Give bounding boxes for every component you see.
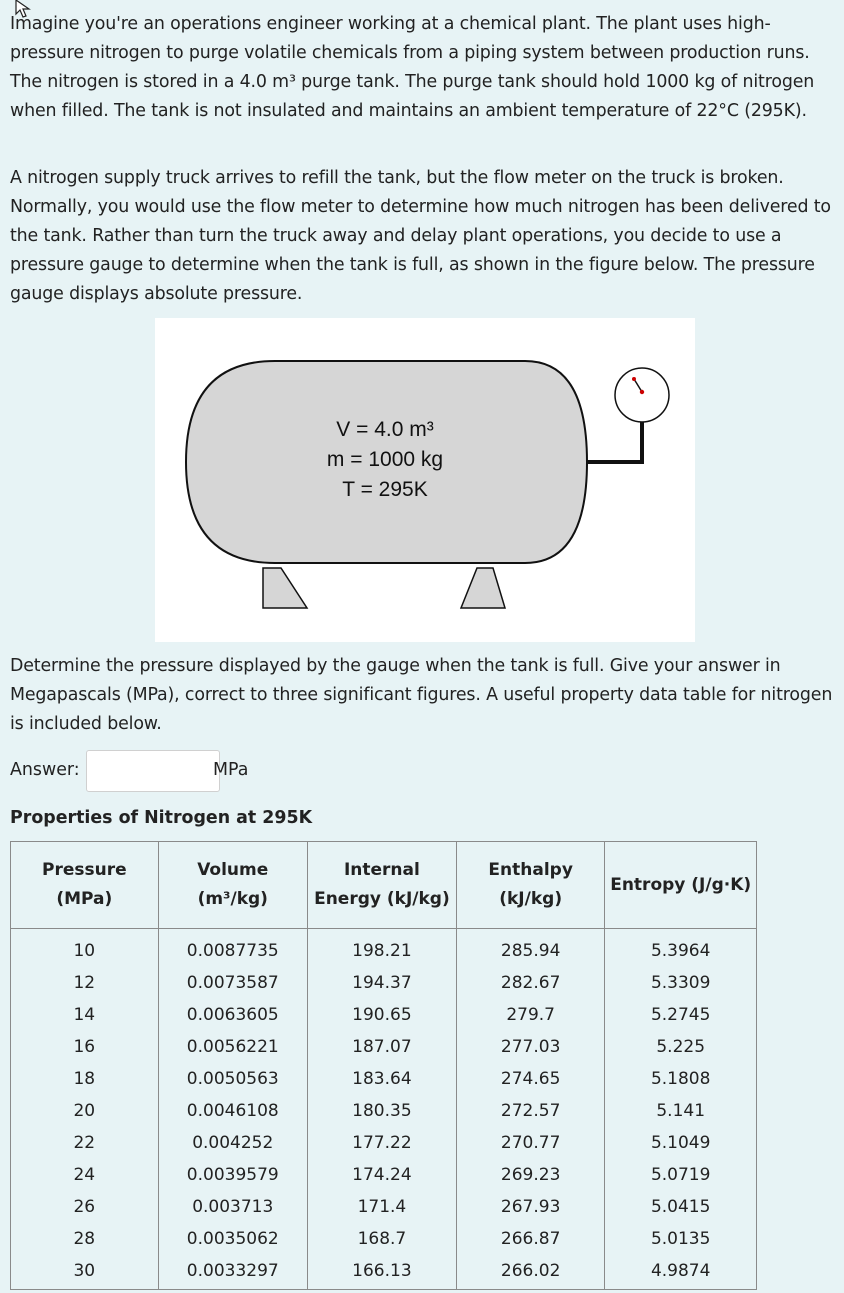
table-title: Properties of Nitrogen at 295K [10,808,313,828]
answer-label: Answer: [10,760,80,780]
cell-entropy: 5.1808 [605,1063,757,1095]
cell-volume: 0.0050563 [158,1063,307,1095]
cell-internal-energy: 180.35 [307,1095,456,1127]
cell-pressure: 26 [11,1191,159,1223]
header-entropy: Entropy (J/g·K) [605,842,757,929]
gauge-pipe [587,416,642,462]
cell-volume: 0.0033297 [158,1255,307,1290]
cell-internal-energy: 174.24 [307,1159,456,1191]
tank-leg-right [461,568,505,608]
cell-volume: 0.0087735 [158,929,307,968]
table-row [11,1255,757,1290]
cell-pressure: 24 [11,1159,159,1191]
answer-unit: MPa [213,760,249,780]
table-row [11,999,757,1031]
cell-enthalpy: 277.03 [456,1031,604,1063]
cell-entropy: 5.141 [605,1095,757,1127]
cell-enthalpy: 272.57 [456,1095,604,1127]
table-row [11,1031,757,1063]
cell-pressure: 14 [11,999,159,1031]
cell-entropy: 5.3309 [605,967,757,999]
cell-internal-energy: 183.64 [307,1063,456,1095]
header-internal-energy: Internal Energy (kJ/kg) [307,842,456,929]
tank-volume-label: V = 4.0 m³ [336,418,434,441]
cell-entropy: 5.0719 [605,1159,757,1191]
cell-internal-energy: 190.65 [307,999,456,1031]
cell-volume: 0.004252 [158,1127,307,1159]
intro-text-2: A nitrogen supply truck arrives to refill the tank, but the flow meter on the truck is broken. Normally, you would use the flow meter to determine how much nitrogen has been delivered to the tank. Rather than turn the truck away and delay plant operations, you decide to use a pressure gauge to determine when the tank is full, as shown in the figure below. The pressure gauge displays absolute pressure. [10,168,831,304]
table-row [11,1159,757,1191]
tank-mass-label: m = 1000 kg [326,448,444,471]
intro-paragraph-2 [10,164,840,309]
cell-entropy: 4.9874 [605,1255,757,1290]
cell-pressure: 22 [11,1127,159,1159]
cell-enthalpy: 270.77 [456,1127,604,1159]
cell-pressure: 10 [11,929,159,968]
cell-volume: 0.0063605 [158,999,307,1031]
cell-internal-energy: 171.4 [307,1191,456,1223]
intro-text-1: Imagine you're an operations engineer working at a chemical plant. The plant uses high-pressure nitrogen to purge volatile chemicals from a piping system between production runs. The nitrogen is stored in a 4.0 m³ purge tank. The purge tank should hold 1000 kg of nitrogen when filled. The tank is not insulated and maintains an ambient temperature of 22°C (295K). [10,14,815,121]
table-row [11,1095,757,1127]
header-enthalpy: Enthalpy (kJ/kg) [456,842,604,929]
table-row [11,1063,757,1095]
cell-pressure: 12 [11,967,159,999]
cell-enthalpy: 274.65 [456,1063,604,1095]
cell-enthalpy: 266.87 [456,1223,604,1255]
cell-enthalpy: 285.94 [456,929,604,968]
tank-leg-left [263,568,307,608]
cell-pressure: 18 [11,1063,159,1095]
cell-entropy: 5.1049 [605,1127,757,1159]
tank-temperature-label: T = 295K [342,478,428,501]
cell-pressure: 30 [11,1255,159,1290]
tank-figure [155,318,695,642]
cell-internal-energy: 194.37 [307,967,456,999]
cell-entropy: 5.0415 [605,1191,757,1223]
cell-volume: 0.0056221 [158,1031,307,1063]
nitrogen-properties-table [10,841,757,1290]
cell-pressure: 16 [11,1031,159,1063]
cell-enthalpy: 269.23 [456,1159,604,1191]
cell-volume: 0.0035062 [158,1223,307,1255]
cell-volume: 0.0046108 [158,1095,307,1127]
question-paragraph [10,652,840,739]
table-row [11,1191,757,1223]
cell-entropy: 5.0135 [605,1223,757,1255]
table-row [11,967,757,999]
cell-volume: 0.0039579 [158,1159,307,1191]
table-row [11,929,757,968]
cell-enthalpy: 267.93 [456,1191,604,1223]
table-row [11,1223,757,1255]
pressure-gauge-icon [615,368,669,422]
answer-input[interactable] [86,750,220,792]
cell-entropy: 5.3964 [605,929,757,968]
header-pressure: Pressure (MPa) [11,842,159,929]
cell-volume: 0.003713 [158,1191,307,1223]
intro-paragraph-1 [10,10,840,126]
table-header-row [11,842,757,929]
cell-internal-energy: 166.13 [307,1255,456,1290]
cell-enthalpy: 279.7 [456,999,604,1031]
question-text: Determine the pressure displayed by the gauge when the tank is full. Give your answer in Megapascals (MPa), correct to three significant figures. A useful property data table for nitrogen is included below. [10,656,833,734]
cell-internal-energy: 187.07 [307,1031,456,1063]
cell-internal-energy: 198.21 [307,929,456,968]
cell-enthalpy: 266.02 [456,1255,604,1290]
cell-internal-energy: 177.22 [307,1127,456,1159]
table-row [11,1127,757,1159]
cell-enthalpy: 282.67 [456,967,604,999]
cell-entropy: 5.2745 [605,999,757,1031]
cell-internal-energy: 168.7 [307,1223,456,1255]
cell-entropy: 5.225 [605,1031,757,1063]
cell-volume: 0.0073587 [158,967,307,999]
cell-pressure: 28 [11,1223,159,1255]
cell-pressure: 20 [11,1095,159,1127]
header-volume: Volume (m³/kg) [158,842,307,929]
